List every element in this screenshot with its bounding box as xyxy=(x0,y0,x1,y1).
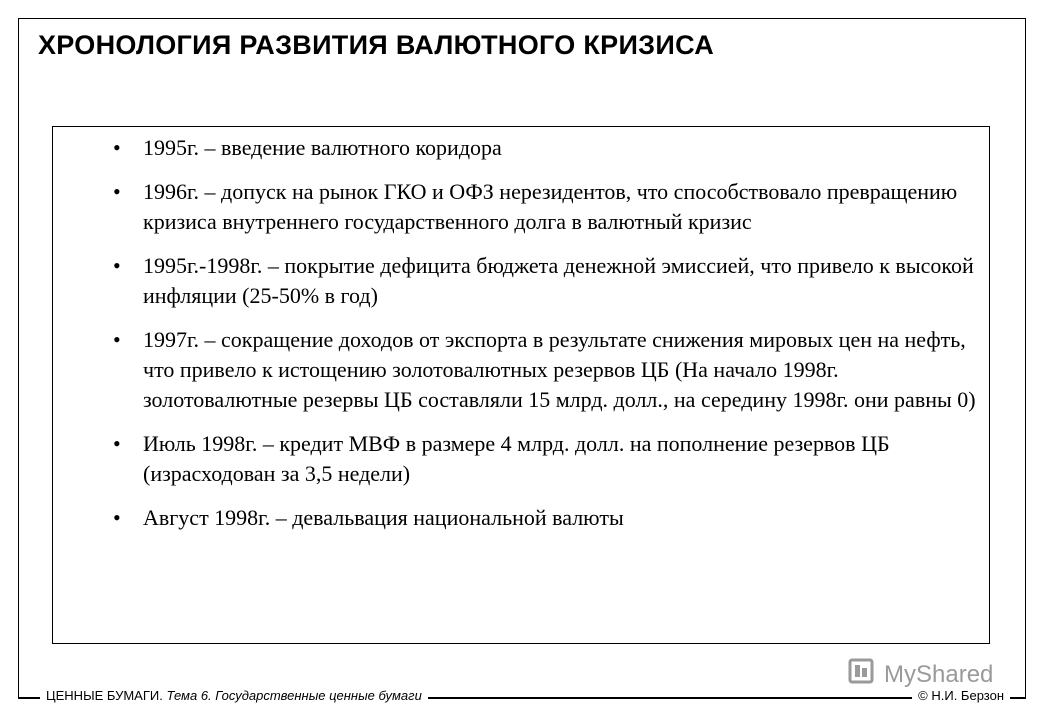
footer-topic: Тема 6. Государственные ценные бумаги xyxy=(166,688,422,703)
bullet-text: 1995г. – введение валютного коридора xyxy=(143,135,502,160)
bullet-item xyxy=(113,133,983,163)
bullet-item xyxy=(113,429,983,489)
bullet-dot: • xyxy=(113,505,121,530)
bullet-dot: • xyxy=(113,179,121,204)
bullet-dot: • xyxy=(113,253,121,278)
bullet-dot: • xyxy=(113,327,121,352)
watermark-text: MyShared xyxy=(884,660,994,688)
bullet-item xyxy=(113,251,983,311)
bullet-text: 1995г.-1998г. – покрытие дефицита бюджета денежной эмиссией, что привело к высокой инфляции (25-50% в год) xyxy=(143,253,974,308)
slide-title: ХРОНОЛОГИЯ РАЗВИТИЯ ВАЛЮТНОГО КРИЗИСА xyxy=(38,30,715,60)
bullet-list xyxy=(113,133,983,547)
bullet-text: Июль 1998г. – кредит МВФ в размере 4 млрд. долл. на пополнение резервов ЦБ (израсходован за 3,5 недели) xyxy=(143,431,890,486)
bullet-text: Август 1998г. – девальвация национальной валюты xyxy=(143,505,624,530)
footer-author: © Н.И. Берзон xyxy=(912,688,1010,703)
bullet-item xyxy=(113,177,983,237)
bullet-item xyxy=(113,325,983,415)
footer-course-name: ЦЕННЫЕ БУМАГИ. xyxy=(46,688,163,703)
footer-course-label xyxy=(40,688,428,703)
bullet-text: 1996г. – допуск на рынок ГКО и ОФЗ нерезидентов, что способствовало превращению кризиса внутреннего государственного долга в валютный кризис xyxy=(143,179,958,234)
bullet-item xyxy=(113,503,983,533)
content-box xyxy=(52,126,990,644)
bullet-dot: • xyxy=(113,431,121,456)
bullet-text: 1997г. – сокращение доходов от экспорта в результате снижения мировых цен на нефть, что привело к истощению золотовалютных резервов ЦБ (На начало 1998г. золотовалютные резервы ЦБ составляли 15 млрд. долл., на середину 1998г. они равны 0) xyxy=(143,327,976,412)
slide-footer xyxy=(18,688,1026,708)
bullet-dot: • xyxy=(113,135,121,160)
